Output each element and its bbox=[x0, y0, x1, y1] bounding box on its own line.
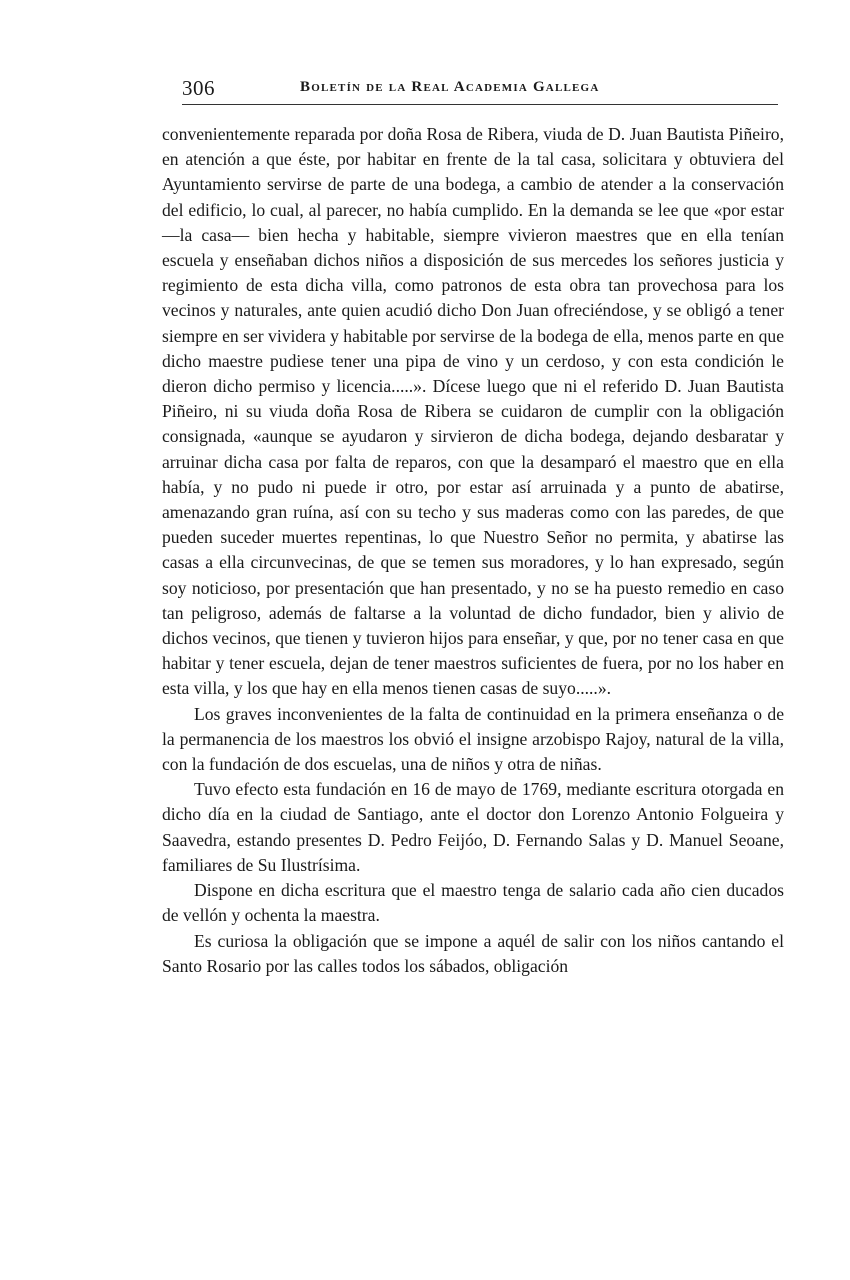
paragraph-rosary: Es curiosa la obligación que se impone a aquél de salir con los niños cantando el Santo Rosario por las calles todos los sábados, obligación bbox=[162, 930, 784, 976]
page-number: 306 bbox=[182, 76, 215, 100]
paragraph-foundation: Tuvo efecto esta fundación en 16 de mayo de 1769, mediante escritura otorgada en dicho día en la ciudad de Santiago, ante el doctor don Lorenzo Antonio Folgueira y Saavedra, estando presentes D. Pedro Feijóo, D. Fernando Salas y D. Manuel Seoane, familiares de Su Ilustrísima. bbox=[162, 779, 784, 875]
journal-title: Boletín de la Real Academia Gallega bbox=[300, 79, 600, 95]
running-head bbox=[182, 76, 778, 102]
paragraph-continuation: convenientemente reparada por doña Rosa de Ribera, viuda de D. Juan Bautista Piñeiro, en atención a que éste, por habitar en frente de la tal casa, solicitara y obtuviera del Ayuntamiento servirse de parte de una bodega, a cambio de atender a la conservación del edificio, lo cual, al parecer, no había cumplido. En la demanda se lee que «por estar —la casa— bien hecha y habitable, siempre vivieron maestres que en ella tenían escuela y enseñaban dichos niños a disposición de sus mercedes los señores justicia y regimiento de esta dicha villa, como patronos de esta obra tan provechosa para los vecinos y naturales, ante quien acudió dicho Don Juan ofreciéndose, y se obligó a tener siempre en ser vividera y habitable por servirse de la bodega de ella, menos parte en que dicho maestre pudiese tener una pipa de vino y un cerdoso, y con esta condición le dieron dicho permiso y licencia.....». Dícese luego que ni el referido D. Juan Bautista Piñeiro, ni su viuda doña Rosa de Ribera se cuidaron de cumplir con la obligación consignada, «aunque se ayudaron y sirvieron de dicha bodega, dejando desbaratar y arruinar dicha casa por falta de reparos, con que la desamparó el maestro que en ella había, y no pudo ni puede ir otro, por estar así arruinada y a punto de abatirse, amenazando gran ruína, así con su techo y sus maderas como con las paredes, de que pueden suceder muertes repentinas, lo que Nuestro Señor no permita, y abatirse las casas a ella circunvecinas, de que se temen sus moradores, y lo han expresado, según soy noticioso, por presentación que han presentado, y no se ha puesto remedio en caso tan peligroso, además de faltarse a la voluntad de dicho fundador, bien y alivio de dichos vecinos, que tienen y tuvieron hijos para enseñar, y que, por no tener casa en que habitar y tener escuela, dejan de tener maestros suficientes de fuera, por no los haber en esta villa, y los que hay en ella menos tienen casas de suyo.....». bbox=[162, 124, 784, 699]
body-text bbox=[162, 122, 784, 979]
header-rule bbox=[182, 104, 778, 105]
paragraph-rajoy: Los graves inconvenientes de la falta de continuidad en la primera enseñanza o de la permanencia de los maestros los obvió el insigne arzobispo Rajoy, natural de la villa, con la fundación de dos escuelas, una de niños y otra de niñas. bbox=[162, 703, 784, 775]
paragraph-salary: Dispone en dicha escritura que el maestro tenga de salario cada año cien ducados de vellón y ochenta la maestra. bbox=[162, 880, 784, 926]
